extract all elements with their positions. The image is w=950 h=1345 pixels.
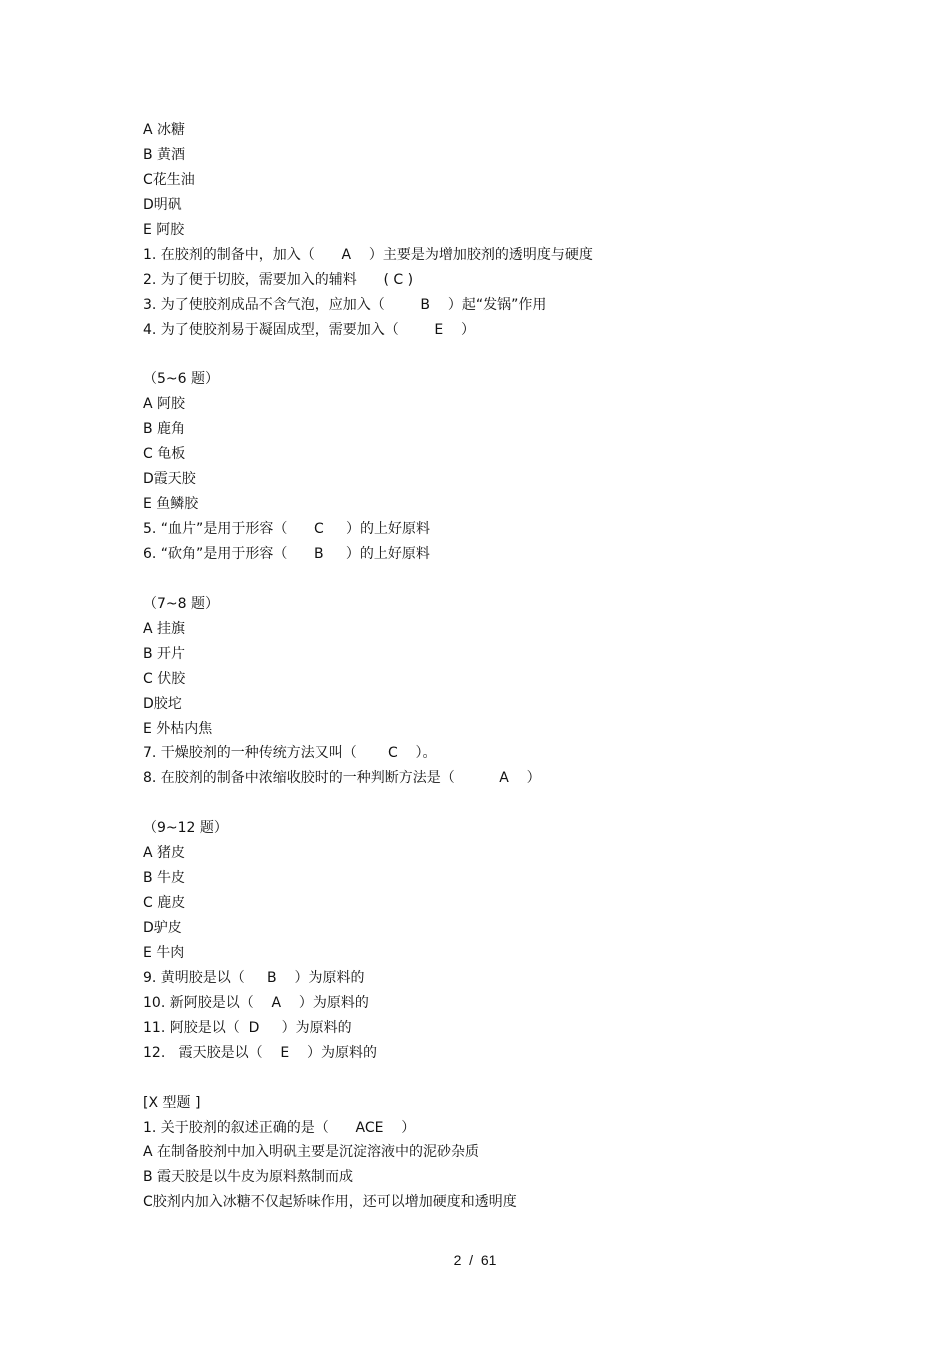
text-line: B 开片 bbox=[143, 645, 186, 662]
text-line: 1. 关于胶剂的叙述正确的是（ ACE ） bbox=[143, 1119, 416, 1136]
text-line: 5. “血片”是用于形容（ C ）的上好原料 bbox=[143, 521, 431, 537]
text-line: D驴皮 bbox=[143, 920, 182, 936]
text-line: C 伏胶 bbox=[143, 670, 186, 687]
text-line: （7~8 题） bbox=[143, 595, 219, 612]
text-line: B 鹿角 bbox=[143, 421, 186, 438]
text-line: A 挂旗 bbox=[143, 620, 186, 637]
text-line: 9. 黄明胶是以（ B ）为原料的 bbox=[143, 969, 365, 986]
text-line: 7. 干燥胶剂的一种传统方法又叫（ C ）。 bbox=[143, 745, 437, 762]
text-line: C花生油 bbox=[143, 171, 195, 188]
text-line: D胶坨 bbox=[143, 695, 182, 712]
text-line: （5~6 题） bbox=[143, 371, 219, 388]
blank-line bbox=[143, 567, 823, 592]
text-line: A 冰糖 bbox=[143, 122, 186, 138]
text-line: A 阿胶 bbox=[143, 396, 186, 413]
text-line: 12. 霞天胶是以（ E ）为原料的 bbox=[143, 1044, 378, 1061]
text-line: B 霞天胶是以牛皮为原料熬制而成 bbox=[143, 1169, 354, 1186]
text-line: E 牛肉 bbox=[143, 944, 185, 961]
text-line: D霞天胶 bbox=[143, 471, 196, 488]
document-body bbox=[143, 118, 823, 1215]
text-line: 6. “砍角”是用于形容（ B ）的上好原料 bbox=[143, 545, 430, 562]
text-line: （9~12 题） bbox=[143, 820, 228, 837]
text-line: A 猪皮 bbox=[143, 845, 186, 862]
text-line: 10. 新阿胶是以（ A ）为原料的 bbox=[143, 994, 369, 1011]
page-number: 2 / 61 bbox=[453, 1252, 497, 1268]
text-line: E 外枯内焦 bbox=[143, 720, 213, 737]
text-line: 4. 为了使胶剂易于凝固成型，需要加入（ E ） bbox=[143, 321, 476, 338]
text-line: E 鱼鳞胶 bbox=[143, 496, 199, 513]
text-line: C 龟板 bbox=[143, 446, 186, 463]
text-line: B 黄酒 bbox=[143, 146, 186, 163]
blank-line bbox=[143, 791, 823, 816]
text-line: C胶剂内加入冰糖不仅起矫味作用，还可以增加硬度和透明度 bbox=[143, 1194, 517, 1211]
text-line: D明矾 bbox=[143, 196, 182, 213]
blank-line bbox=[143, 342, 823, 367]
text-line: E 阿胶 bbox=[143, 221, 185, 238]
text-line: B 牛皮 bbox=[143, 870, 186, 887]
text-line: 3. 为了使胶剂成品不含气泡，应加入（ B ）起“发锅”作用 bbox=[143, 296, 547, 313]
text-line: [X 型题 ] bbox=[143, 1094, 201, 1111]
text-line: 2. 为了便于切胶，需要加入的辅料 ( C ) bbox=[143, 271, 414, 288]
blank-line bbox=[143, 1066, 823, 1091]
text-line: C 鹿皮 bbox=[143, 895, 186, 912]
text-line: 1. 在胶剂的制备中，加入（ A ）主要是为增加胶剂的透明度与硬度 bbox=[143, 246, 593, 263]
text-line: 8. 在胶剂的制备中浓缩收胶时的一种判断方法是（ A ） bbox=[143, 770, 541, 787]
text-line: A 在制备胶剂中加入明矾主要是沉淀溶液中的泥砂杂质 bbox=[143, 1144, 480, 1161]
text-line: 11. 阿胶是以（ D ）为原料的 bbox=[143, 1019, 352, 1036]
